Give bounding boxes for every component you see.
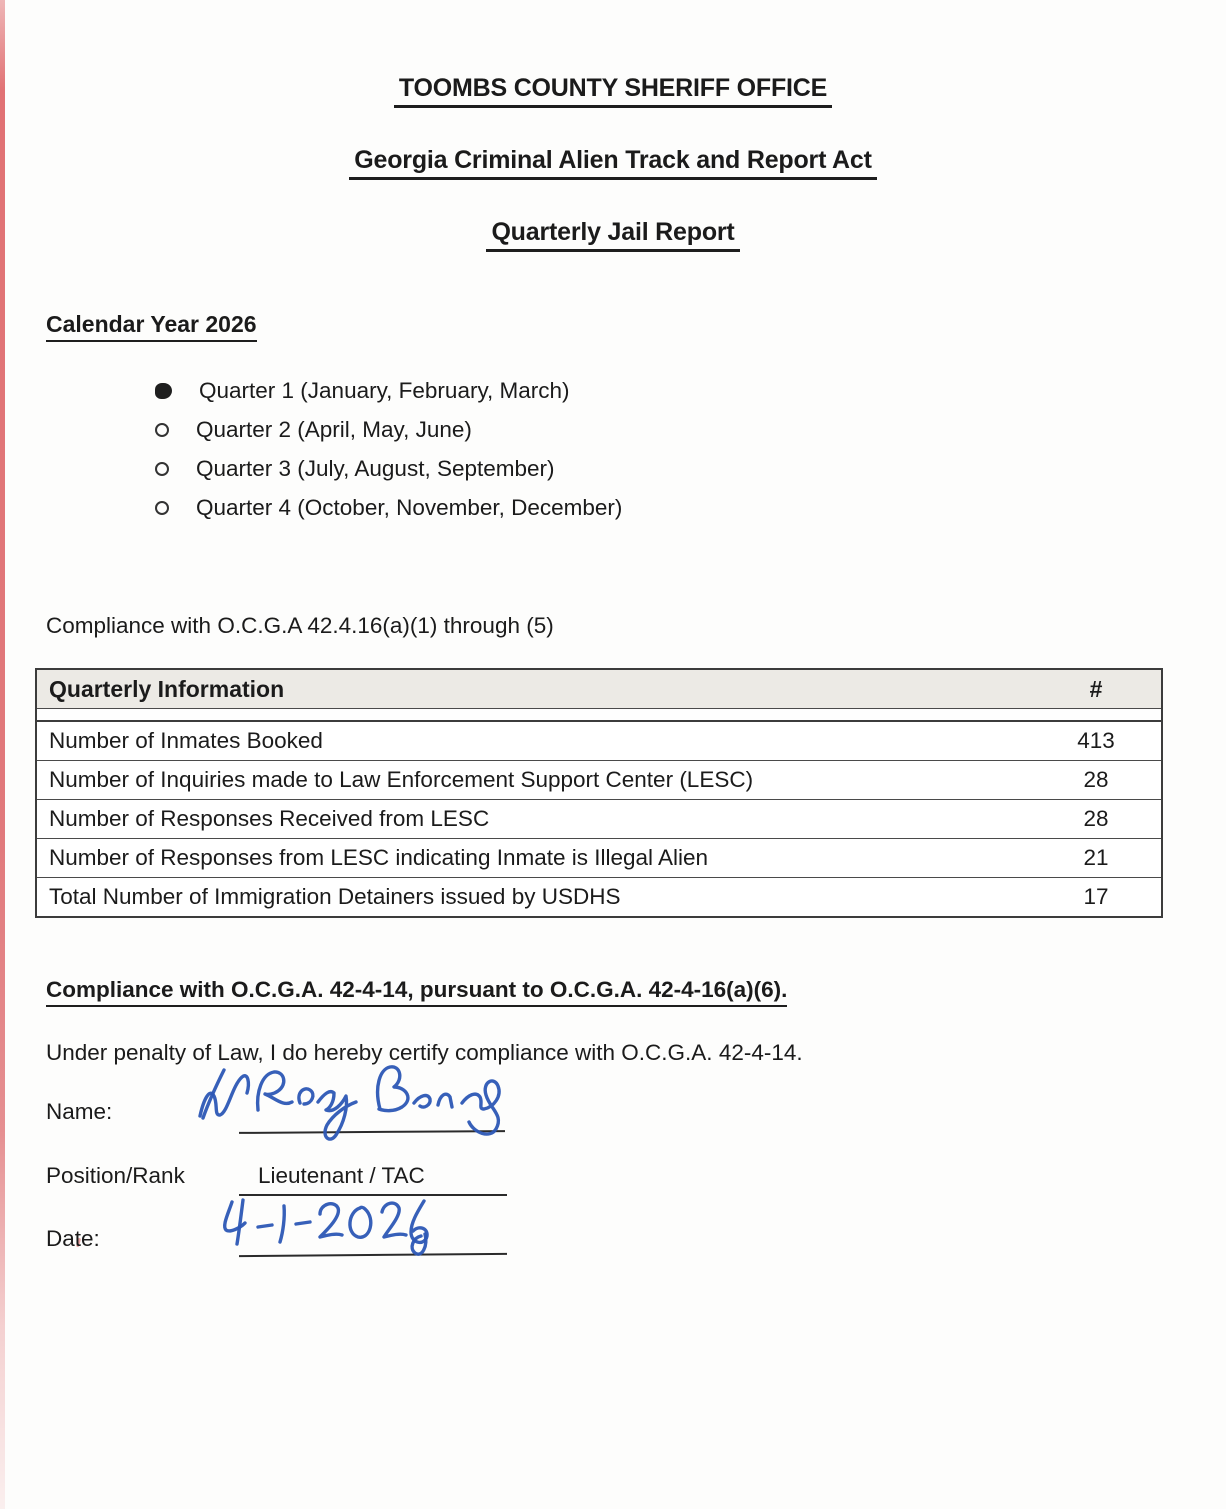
- certification-statement: Under penalty of Law, I do hereby certify compliance with O.C.G.A. 42-4-14.: [46, 1040, 803, 1065]
- document-subtitle-text: Georgia Criminal Alien Track and Report Act: [349, 146, 876, 180]
- row-label-immigration-detainers: Total Number of Immigration Detainers issued by USDHS: [49, 884, 621, 909]
- quarter-1-radio-selected: [155, 383, 172, 399]
- row-value-illegal-alien-responses: 21: [1083, 845, 1109, 870]
- row-label-lesc-responses: Number of Responses Received from LESC: [49, 806, 490, 831]
- position-field-label: Position/Rank: [46, 1163, 185, 1188]
- table-row: [37, 878, 1161, 916]
- quarterly-information-table: [35, 668, 1163, 918]
- handwritten-signature: [190, 1058, 520, 1160]
- table-header-info: Quarterly Information: [49, 675, 285, 702]
- quarter-2-label: Quarter 2 (April, May, June): [196, 416, 472, 442]
- row-value-lesc-responses: 28: [1083, 806, 1109, 831]
- compliance-intro-line: Compliance with O.C.G.A 42.4.16(a)(1) through (5): [46, 613, 554, 638]
- quarter-3-label: Quarter 3 (July, August, September): [196, 455, 555, 481]
- report-type-text: Quarterly Jail Report: [486, 218, 739, 252]
- row-value-lesc-inquiries: 28: [1083, 767, 1109, 792]
- quarter-1-label: Quarter 1 (January, February, March): [199, 377, 570, 403]
- document-subtitle: [0, 146, 1226, 175]
- row-label-illegal-alien-responses: Number of Responses from LESC indicating Inmate is Illegal Alien: [49, 845, 709, 870]
- quarter-1-option: [155, 378, 622, 403]
- quarter-4-label: Quarter 4 (October, November, December): [196, 494, 623, 520]
- row-value-immigration-detainers: 17: [1083, 884, 1109, 909]
- table-row: [37, 722, 1161, 761]
- quarter-2-radio: [155, 423, 169, 437]
- table-row: [37, 761, 1161, 800]
- document-title-text: TOOMBS COUNTY SHERIFF OFFICE: [394, 74, 832, 108]
- table-header-divider: [37, 709, 1161, 722]
- report-type-title: [0, 218, 1226, 247]
- quarter-3-radio: [155, 462, 169, 476]
- table-row: [37, 839, 1161, 878]
- calendar-year-heading: Calendar Year 2026: [46, 311, 257, 338]
- date-field-label: Date:: [46, 1226, 100, 1251]
- quarter-2-option: [155, 417, 622, 442]
- row-value-inmates-booked: 413: [1077, 728, 1115, 753]
- quarter-4-radio: [155, 501, 169, 515]
- quarter-4-option: [155, 495, 622, 520]
- name-field-label: Name:: [46, 1099, 113, 1124]
- row-label-lesc-inquiries: Number of Inquiries made to Law Enforcement Support Center (LESC): [49, 767, 754, 792]
- quarter-options: [155, 378, 622, 520]
- position-value: Lieutenant / TAC: [258, 1163, 425, 1188]
- row-label-inmates-booked: Number of Inmates Booked: [49, 728, 323, 753]
- quarter-3-option: [155, 456, 622, 481]
- certification-heading: Compliance with O.C.G.A. 42-4-14, pursuant to O.C.G.A. 42-4-16(a)(6).: [46, 977, 787, 1003]
- document-title: [0, 74, 1226, 103]
- table-row: [37, 800, 1161, 839]
- handwritten-date: [212, 1188, 457, 1270]
- table-header-count: #: [1089, 675, 1103, 702]
- table-header-row: [37, 670, 1161, 709]
